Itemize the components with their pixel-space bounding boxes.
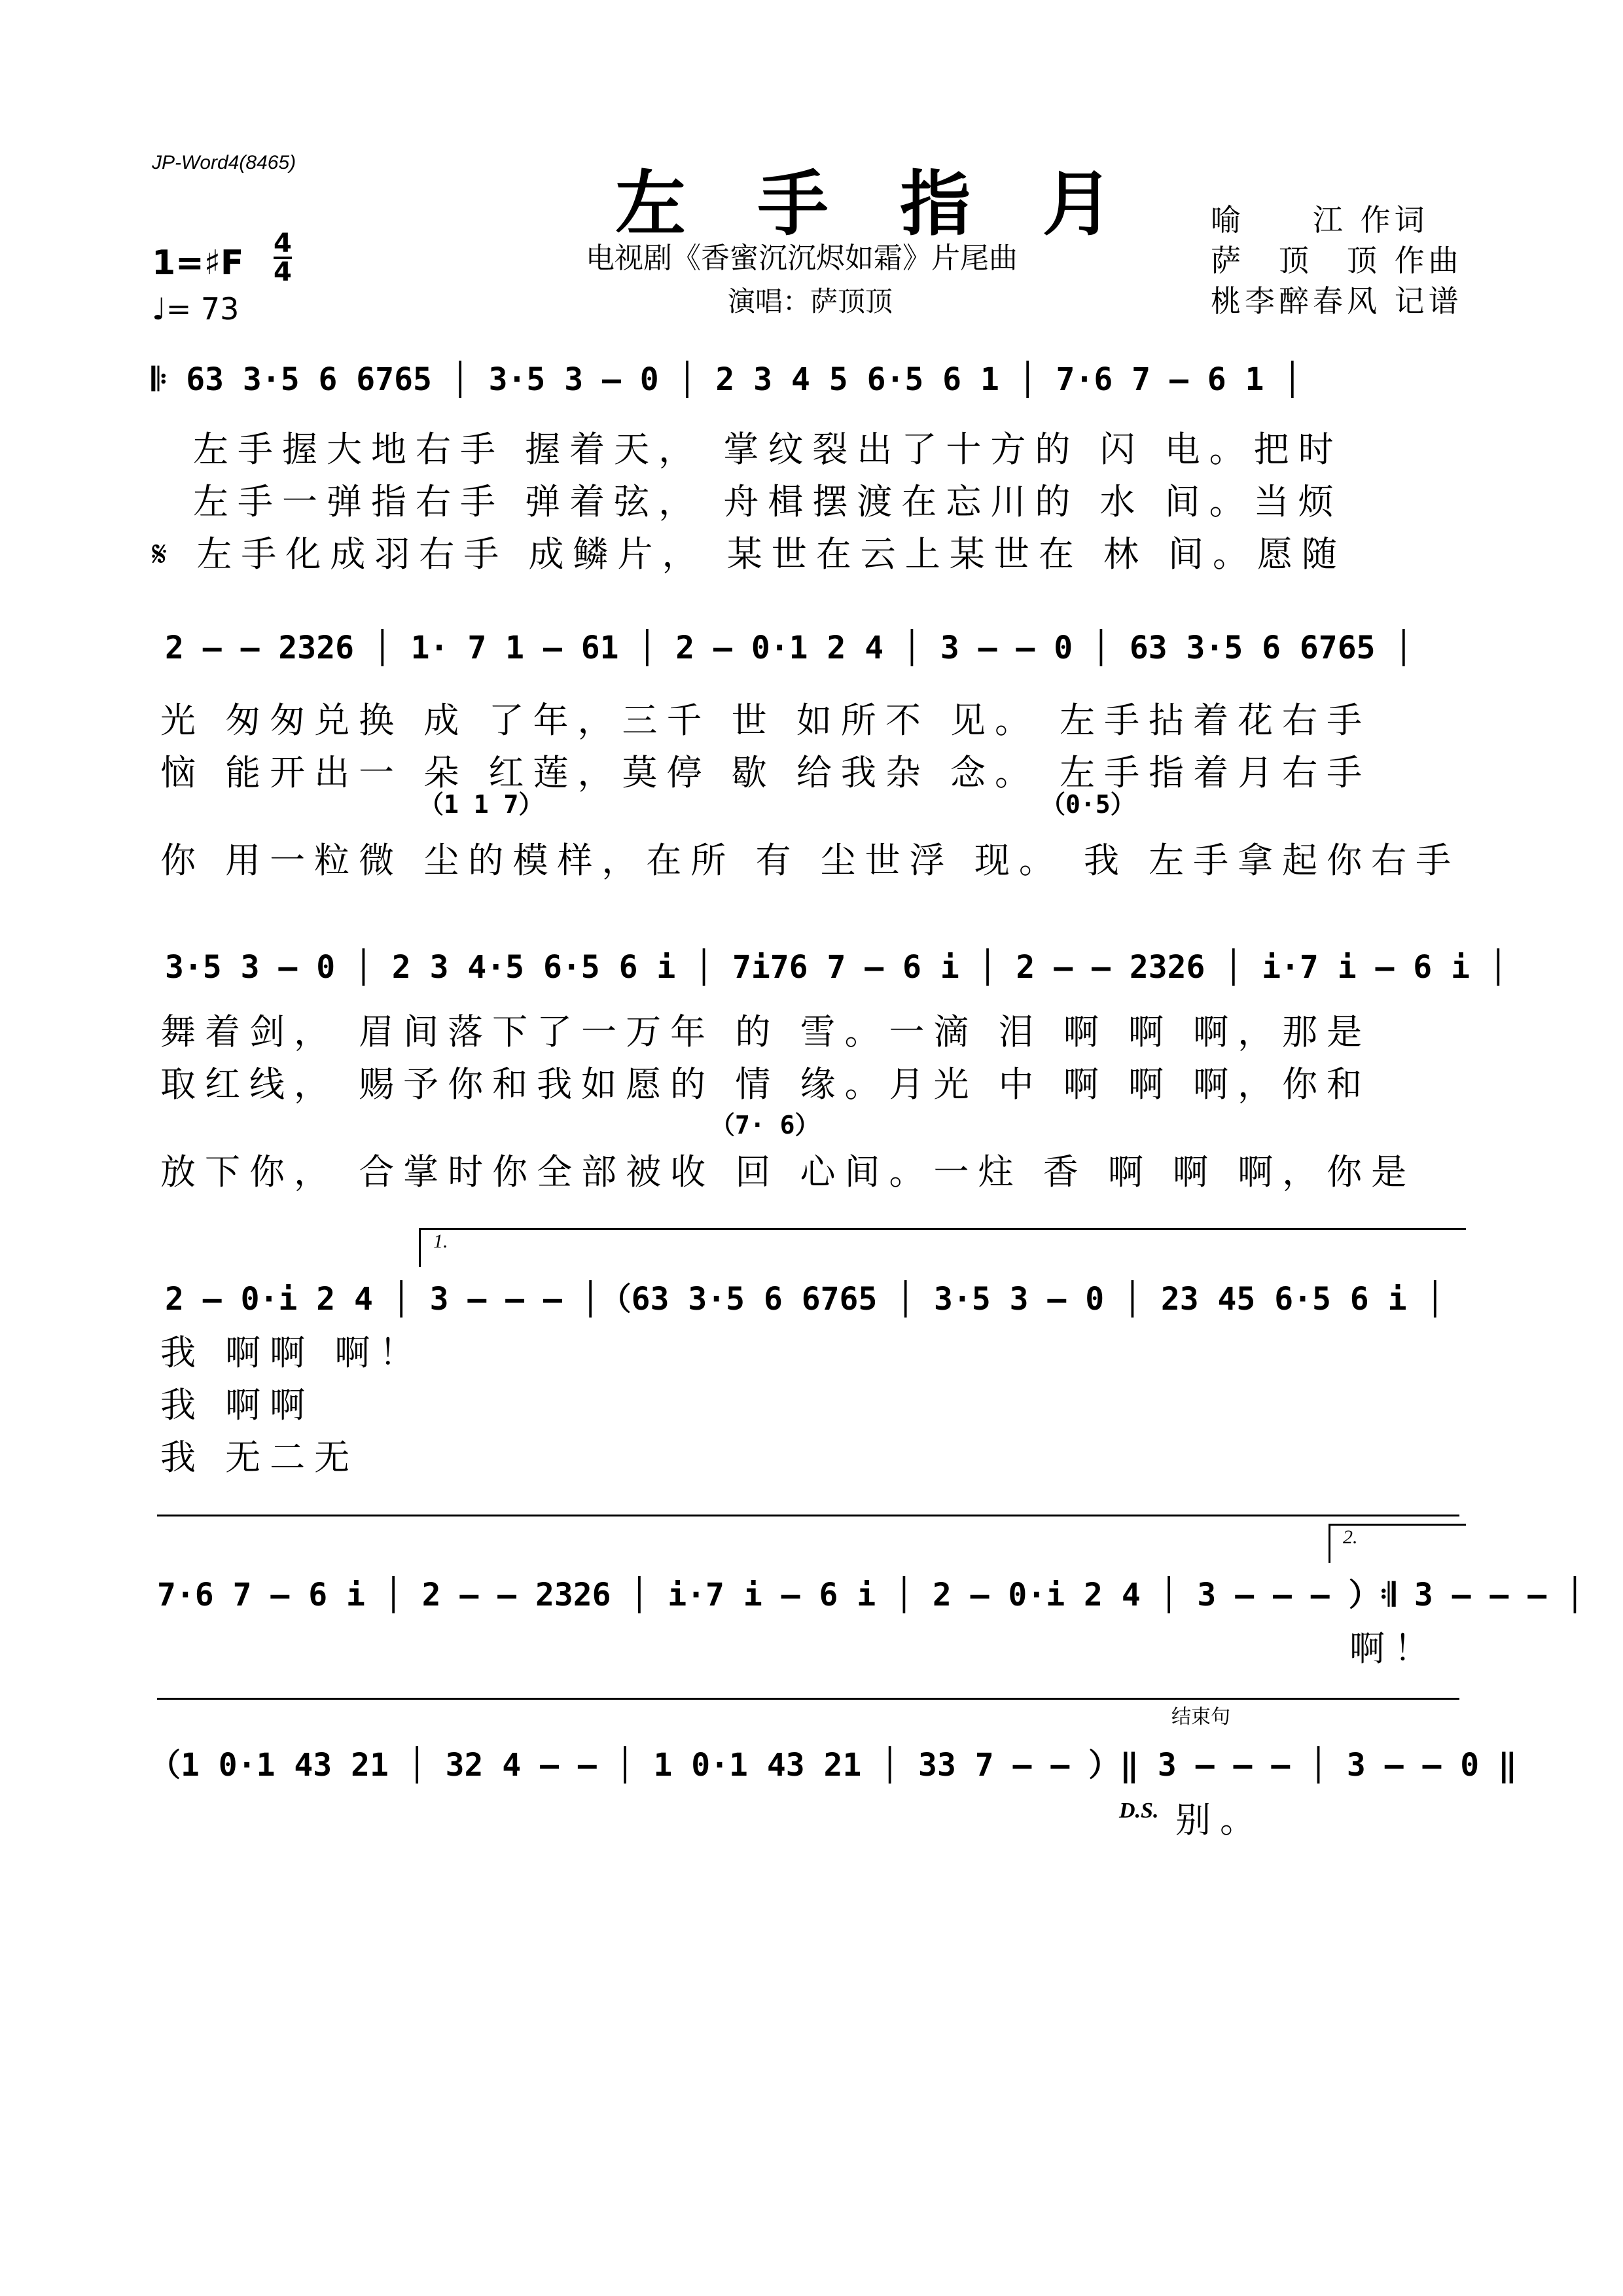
system-3-lyric-1: 舞着剑， 眉间落下了一万年 的 雪。一滴 泪 啊 啊 啊，那是 (160, 1011, 1372, 1052)
volta-2-label: 2. (1343, 1526, 1358, 1548)
system-1-notes: 𝄆 63 3·5 6 6765 │ 3·5 3 – 0 │ 2 3 4 5 6·5 6 1 │ 7·6 7 – 6 1 │ (152, 361, 1302, 398)
system-6-staff-line (157, 1698, 1459, 1700)
system-2-paren-notes-2: （0·5） (1041, 790, 1135, 819)
system-1-lyric-3: 𝄋 左手化成羽右手 成鳞片， 某世在云上某世在 林 间。愿随 (152, 533, 1347, 575)
system-2-paren-notes-1: （1 1 7） (419, 790, 544, 819)
ds-mark: D.S. (1119, 1799, 1159, 1823)
volta-1-bracket-side (419, 1228, 421, 1267)
system-5-staff-line (157, 1515, 1459, 1516)
system-4-lyric-2: 我 啊啊 (160, 1384, 315, 1426)
subtitle: 电视剧《香蜜沉沉烬如霜》片尾曲 (586, 242, 1018, 275)
volta-1-bracket (419, 1228, 1466, 1230)
system-3-notes: 3·5 3 – 0 │ 2 3 4·5 6·5 6 i │ 7i76 7 – 6 i │ 2 – – 2326 │ i·7 i – 6 i │ (165, 949, 1508, 986)
system-4-lyric-3: 我 无二无 (160, 1437, 359, 1478)
system-6-lyric: 别。 (1175, 1799, 1264, 1840)
tempo-mark: ♩= 73 (152, 291, 240, 327)
system-5-lyric: 啊！ (1349, 1628, 1438, 1669)
software-label: JP-Word4(8465) (152, 152, 296, 173)
system-2-notes: 2 – – 2326 │ 1· 7 1 – 61 │ 2 – 0·1 2 4 │ 3 – – 0 │ 63 3·5 6 6765 │ (165, 630, 1414, 666)
key-signature: 1=♯F (152, 243, 244, 283)
page-title: 左 手 指 月 (615, 164, 1137, 245)
system-4-lyric-1: 我 啊啊 啊！ (160, 1332, 424, 1373)
composer-credit: 萨 顶 顶 作曲 (1211, 243, 1463, 278)
system-2-lyric-2: 恼 能开出一 朵 红莲，莫停 歇 给我杂 念。 左手指着月右手 (160, 752, 1372, 793)
time-sig-bottom: 4 (274, 257, 292, 287)
system-3-lyric-2: 取红线， 赐予你和我如愿的 情 缘。月光 中 啊 啊 啊，你和 (160, 1064, 1372, 1105)
transcriber-credit: 桃李醉春风 记谱 (1211, 283, 1463, 319)
volta-1-label: 1. (433, 1230, 448, 1252)
system-3-lyric-3: 放下你， 合掌时你全部被收 回 心间。一炷 香 啊 啊 啊，你是 (160, 1151, 1416, 1193)
system-6-notes: （1 0·1 43 21 │ 32 4 – – │ 1 0·1 43 21 │ 33 7 – – ）‖ 3 – – – │ 3 – – 0 ‖ (149, 1747, 1517, 1784)
singer-credit: 演唱：萨顶顶 (728, 285, 893, 317)
system-4-notes: 2 – 0·i 2 4 │ 3 – – – │（63 3·5 6 6765 │ 3·5 3 – 0 │ 23 45 6·5 6 i │ (165, 1281, 1445, 1318)
volta-2-bracket-side (1329, 1524, 1330, 1563)
system-3-paren-notes: （7· 6） (710, 1111, 820, 1139)
time-signature (274, 230, 292, 285)
system-5-notes: 7·6 7 – 6 i │ 2 – – 2326 │ i·7 i – 6 i │ 2 – 0·i 2 4 │ 3 – – – ）𝄇 3 – – – │ (157, 1577, 1584, 1613)
lyricist-credit: 喻 江 作词 (1211, 202, 1429, 238)
time-sig-top: 4 (274, 228, 292, 259)
system-2-lyric-3: 你 用一粒微 尘的模样，在所 有 尘世浮 现。 我 左手拿起你右手 (160, 840, 1461, 881)
system-1-lyric-2: 左手一弹指右手 弹着弦， 舟楫摆渡在忘川的 水 间。当烦 (193, 481, 1343, 522)
ending-label: 结束句 (1171, 1706, 1230, 1729)
volta-2-bracket (1329, 1524, 1466, 1526)
system-1-lyric-1: 左手握大地右手 握着天， 掌纹裂出了十方的 闪 电。把时 (193, 429, 1343, 470)
system-2-lyric-1: 光 匆匆兑换 成 了年，三千 世 如所不 见。 左手拈着花右手 (160, 700, 1372, 741)
